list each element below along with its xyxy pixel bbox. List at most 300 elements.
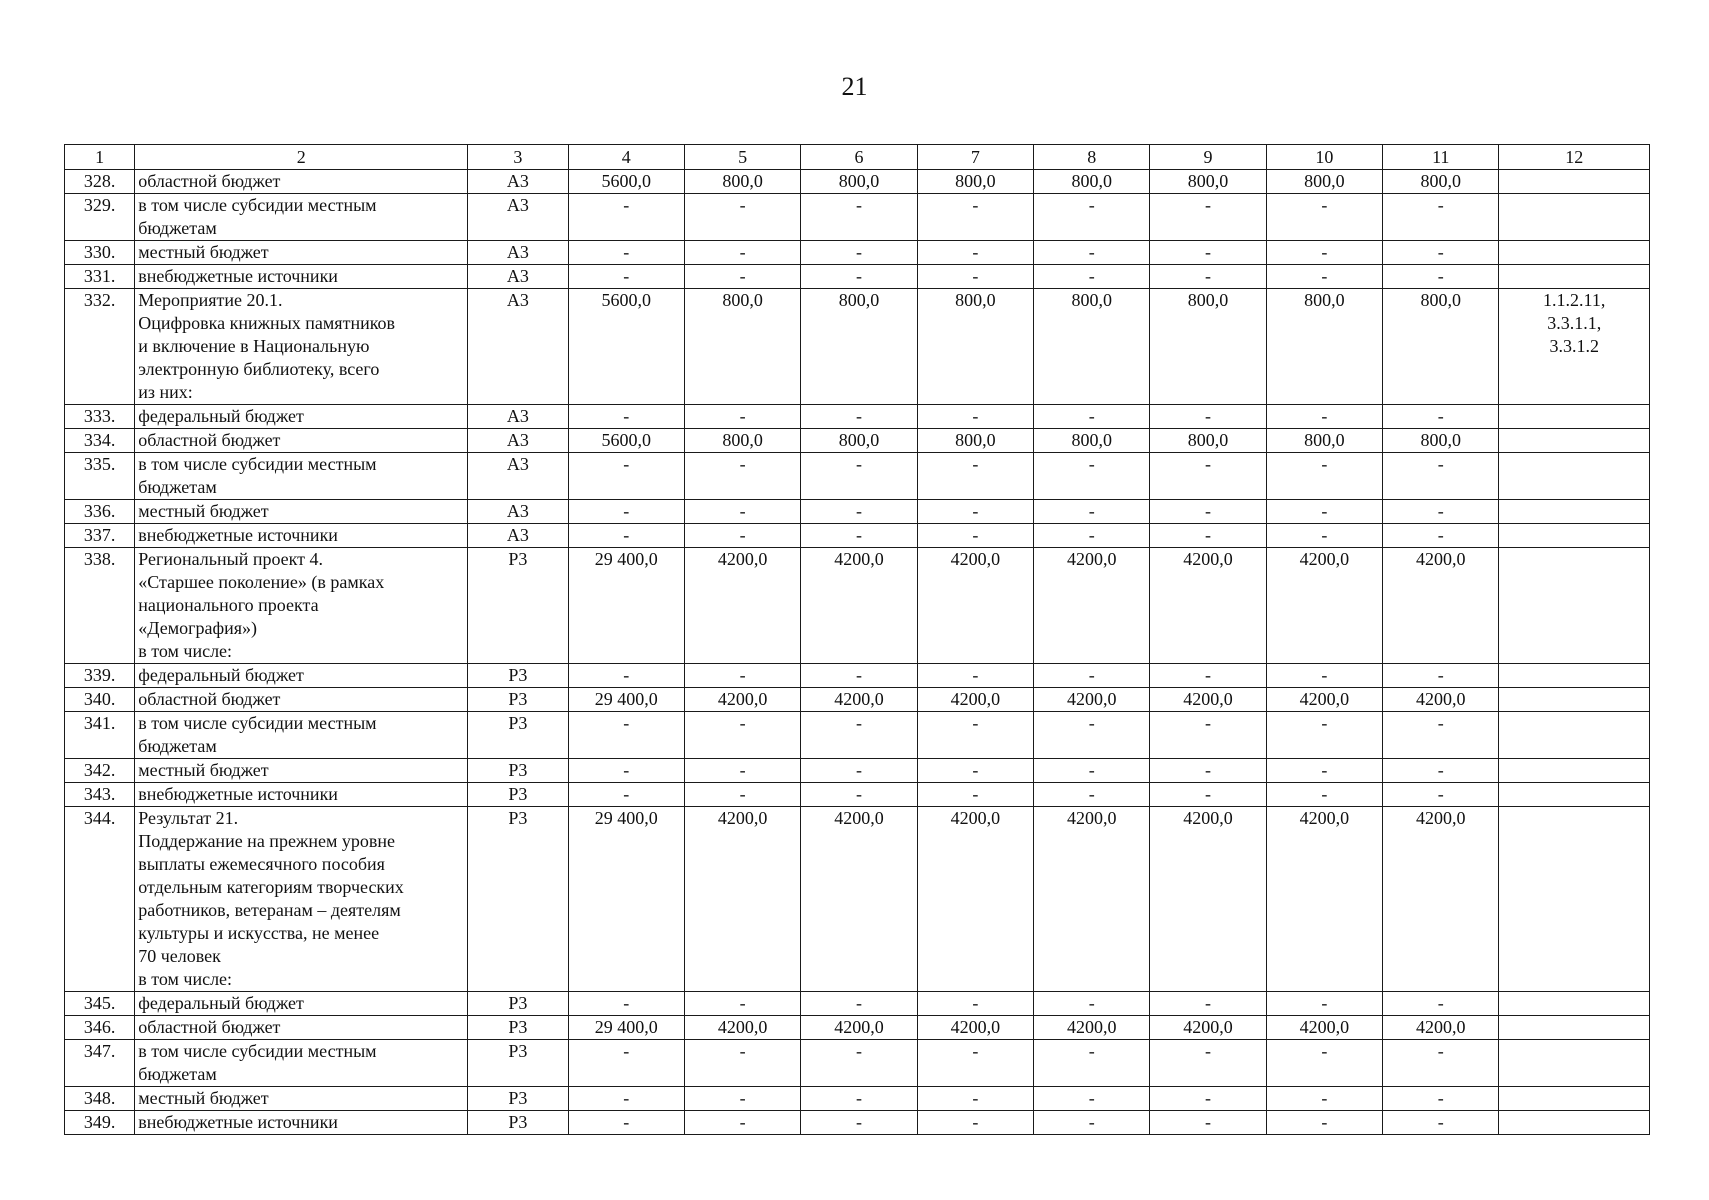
row-reference-cell	[1499, 1016, 1650, 1040]
value-cell: 800,0	[1383, 289, 1499, 405]
row-number-cell: 348.	[65, 1087, 135, 1111]
value-cell: 800,0	[801, 170, 917, 194]
value-cell: 5600,0	[568, 289, 684, 405]
value-cell: 4200,0	[801, 688, 917, 712]
row-reference-cell	[1499, 712, 1650, 759]
row-code-cell: Р3	[468, 1040, 568, 1087]
row-number-cell: 344.	[65, 807, 135, 992]
value-cell: 4200,0	[1383, 807, 1499, 992]
value-cell: -	[684, 265, 800, 289]
row-reference-cell	[1499, 664, 1650, 688]
value-cell: 4200,0	[801, 1016, 917, 1040]
row-number-cell: 346.	[65, 1016, 135, 1040]
value-cell: -	[1383, 405, 1499, 429]
value-cell: -	[1034, 405, 1150, 429]
value-cell: -	[684, 241, 800, 265]
value-cell: 4200,0	[1150, 548, 1266, 664]
row-code-cell: Р3	[468, 992, 568, 1016]
row-name-cell: местный бюджет	[135, 241, 468, 265]
row-name-cell: федеральный бюджет	[135, 992, 468, 1016]
value-cell: -	[684, 712, 800, 759]
row-name-cell: местный бюджет	[135, 1087, 468, 1111]
row-reference-cell	[1499, 241, 1650, 265]
value-cell: 800,0	[1034, 170, 1150, 194]
value-cell: -	[917, 992, 1033, 1016]
value-cell: -	[1383, 664, 1499, 688]
row-code-cell: А3	[468, 289, 568, 405]
value-cell: -	[917, 664, 1033, 688]
value-cell: -	[1034, 1111, 1150, 1135]
row-code-cell: Р3	[468, 759, 568, 783]
value-cell: 4200,0	[1150, 1016, 1266, 1040]
value-cell: -	[917, 1087, 1033, 1111]
value-cell: -	[1383, 712, 1499, 759]
row-number-cell: 343.	[65, 783, 135, 807]
row-code-cell: Р3	[468, 807, 568, 992]
row-number-cell: 331.	[65, 265, 135, 289]
value-cell: -	[1034, 783, 1150, 807]
row-name-cell: внебюджетные источники	[135, 1111, 468, 1135]
row-number-cell: 330.	[65, 241, 135, 265]
value-cell: -	[568, 1111, 684, 1135]
row-number-cell: 345.	[65, 992, 135, 1016]
value-cell: -	[917, 453, 1033, 500]
value-cell: -	[801, 453, 917, 500]
value-cell: -	[1034, 241, 1150, 265]
value-cell: -	[1266, 500, 1382, 524]
row-number-cell: 340.	[65, 688, 135, 712]
value-cell: -	[1266, 783, 1382, 807]
row-number-cell: 347.	[65, 1040, 135, 1087]
row-number-cell: 334.	[65, 429, 135, 453]
value-cell: -	[1266, 453, 1382, 500]
table-row	[65, 548, 1650, 664]
table-row	[65, 992, 1650, 1016]
value-cell: -	[801, 524, 917, 548]
row-reference-cell	[1499, 170, 1650, 194]
value-cell: -	[684, 759, 800, 783]
row-reference-cell	[1499, 1111, 1650, 1135]
row-code-cell: А3	[468, 194, 568, 241]
row-code-cell: А3	[468, 241, 568, 265]
value-cell: -	[1383, 500, 1499, 524]
column-number-row	[65, 145, 1650, 170]
table-row	[65, 194, 1650, 241]
row-code-cell: Р3	[468, 1087, 568, 1111]
value-cell: 800,0	[917, 289, 1033, 405]
value-cell: -	[917, 524, 1033, 548]
column-header: 3	[468, 145, 568, 170]
row-reference-cell	[1499, 265, 1650, 289]
value-cell: 4200,0	[917, 548, 1033, 664]
row-code-cell: А3	[468, 500, 568, 524]
row-name-cell: федеральный бюджет	[135, 405, 468, 429]
row-number-cell: 337.	[65, 524, 135, 548]
row-name-cell: внебюджетные источники	[135, 783, 468, 807]
value-cell: -	[1266, 759, 1382, 783]
column-header: 5	[684, 145, 800, 170]
value-cell: -	[684, 1087, 800, 1111]
value-cell: 29 400,0	[568, 688, 684, 712]
table-row	[65, 289, 1650, 405]
row-reference-cell	[1499, 524, 1650, 548]
value-cell: 800,0	[1150, 429, 1266, 453]
row-code-cell: Р3	[468, 548, 568, 664]
value-cell: -	[1383, 1111, 1499, 1135]
row-reference-cell	[1499, 759, 1650, 783]
row-reference-cell	[1499, 194, 1650, 241]
value-cell: 4200,0	[1150, 807, 1266, 992]
value-cell: -	[917, 759, 1033, 783]
table-row	[65, 807, 1650, 992]
value-cell: -	[1150, 405, 1266, 429]
row-name-cell: областной бюджет	[135, 688, 468, 712]
value-cell: 4200,0	[1150, 688, 1266, 712]
row-reference-cell	[1499, 807, 1650, 992]
row-name-cell: федеральный бюджет	[135, 664, 468, 688]
value-cell: -	[1034, 759, 1150, 783]
value-cell: 800,0	[684, 429, 800, 453]
row-name-cell: внебюджетные источники	[135, 265, 468, 289]
value-cell: -	[684, 1111, 800, 1135]
row-number-cell: 335.	[65, 453, 135, 500]
value-cell: -	[801, 1040, 917, 1087]
value-cell: 800,0	[684, 289, 800, 405]
value-cell: 4200,0	[917, 1016, 1033, 1040]
row-name-cell: в том числе субсидии местным бюджетам	[135, 712, 468, 759]
row-code-cell: А3	[468, 265, 568, 289]
value-cell: -	[1266, 265, 1382, 289]
row-code-cell: А3	[468, 170, 568, 194]
value-cell: 800,0	[917, 170, 1033, 194]
value-cell: -	[568, 500, 684, 524]
value-cell: 800,0	[801, 289, 917, 405]
value-cell: -	[684, 1040, 800, 1087]
row-code-cell: А3	[468, 429, 568, 453]
value-cell: -	[1150, 664, 1266, 688]
value-cell: 4200,0	[801, 807, 917, 992]
value-cell: -	[917, 712, 1033, 759]
value-cell: -	[568, 265, 684, 289]
page-number: 21	[841, 72, 868, 101]
value-cell: -	[1266, 664, 1382, 688]
column-header: 9	[1150, 145, 1266, 170]
column-header: 1	[65, 145, 135, 170]
table-row	[65, 170, 1650, 194]
table-row	[65, 1087, 1650, 1111]
table-row	[65, 1111, 1650, 1135]
value-cell: 4200,0	[801, 548, 917, 664]
table-row	[65, 688, 1650, 712]
row-reference-cell	[1499, 429, 1650, 453]
value-cell: -	[1150, 783, 1266, 807]
row-number-cell: 332.	[65, 289, 135, 405]
value-cell: 4200,0	[684, 688, 800, 712]
value-cell: -	[917, 1040, 1033, 1087]
row-code-cell: Р3	[468, 1016, 568, 1040]
row-number-cell: 338.	[65, 548, 135, 664]
value-cell: -	[684, 500, 800, 524]
row-name-cell: областной бюджет	[135, 1016, 468, 1040]
value-cell: -	[568, 1087, 684, 1111]
budget-table	[64, 144, 1650, 1135]
value-cell: -	[801, 1087, 917, 1111]
value-cell: -	[568, 241, 684, 265]
value-cell: -	[801, 194, 917, 241]
value-cell: -	[801, 992, 917, 1016]
row-reference-cell	[1499, 992, 1650, 1016]
value-cell: 800,0	[1383, 429, 1499, 453]
value-cell: -	[1383, 759, 1499, 783]
column-header: 12	[1499, 145, 1650, 170]
value-cell: 5600,0	[568, 429, 684, 453]
value-cell: -	[917, 194, 1033, 241]
value-cell: -	[1034, 524, 1150, 548]
row-code-cell: Р3	[468, 688, 568, 712]
value-cell: -	[1266, 241, 1382, 265]
value-cell: -	[1034, 453, 1150, 500]
row-name-cell: в том числе субсидии местным бюджетам	[135, 194, 468, 241]
value-cell: 4200,0	[684, 1016, 800, 1040]
table-row	[65, 429, 1650, 453]
value-cell: 4200,0	[1034, 807, 1150, 992]
row-reference-cell	[1499, 688, 1650, 712]
value-cell: -	[1266, 712, 1382, 759]
column-header: 6	[801, 145, 917, 170]
row-number-cell: 349.	[65, 1111, 135, 1135]
value-cell: -	[1034, 500, 1150, 524]
value-cell: -	[568, 405, 684, 429]
value-cell: -	[1383, 194, 1499, 241]
value-cell: -	[917, 241, 1033, 265]
value-cell: -	[684, 783, 800, 807]
row-number-cell: 333.	[65, 405, 135, 429]
value-cell: -	[801, 405, 917, 429]
value-cell: -	[568, 712, 684, 759]
value-cell: 29 400,0	[568, 807, 684, 992]
value-cell: -	[684, 524, 800, 548]
row-code-cell: Р3	[468, 712, 568, 759]
value-cell: -	[568, 194, 684, 241]
value-cell: 4200,0	[1383, 1016, 1499, 1040]
value-cell: -	[1383, 1040, 1499, 1087]
value-cell: -	[801, 241, 917, 265]
row-reference-cell	[1499, 1087, 1650, 1111]
row-code-cell: Р3	[468, 1111, 568, 1135]
value-cell: -	[1150, 1111, 1266, 1135]
value-cell: 4200,0	[1266, 1016, 1382, 1040]
table-row	[65, 664, 1650, 688]
value-cell: -	[1266, 1111, 1382, 1135]
table-row	[65, 1040, 1650, 1087]
value-cell: -	[684, 405, 800, 429]
value-cell: -	[917, 405, 1033, 429]
value-cell: -	[801, 664, 917, 688]
table-row	[65, 453, 1650, 500]
value-cell: 800,0	[1266, 170, 1382, 194]
row-number-cell: 339.	[65, 664, 135, 688]
row-number-cell: 328.	[65, 170, 135, 194]
value-cell: 800,0	[1034, 429, 1150, 453]
value-cell: 4200,0	[684, 548, 800, 664]
row-reference-cell	[1499, 783, 1650, 807]
value-cell: -	[1034, 265, 1150, 289]
row-reference-cell	[1499, 500, 1650, 524]
value-cell: 4200,0	[684, 807, 800, 992]
row-number-cell: 342.	[65, 759, 135, 783]
value-cell: -	[801, 712, 917, 759]
value-cell: -	[801, 265, 917, 289]
value-cell: -	[1383, 783, 1499, 807]
table-body	[65, 170, 1650, 1135]
value-cell: -	[801, 500, 917, 524]
column-header: 4	[568, 145, 684, 170]
row-number-cell: 336.	[65, 500, 135, 524]
value-cell: -	[568, 1040, 684, 1087]
value-cell: -	[1034, 664, 1150, 688]
value-cell: -	[1150, 712, 1266, 759]
table-row	[65, 1016, 1650, 1040]
value-cell: 29 400,0	[568, 548, 684, 664]
value-cell: -	[1150, 265, 1266, 289]
value-cell: -	[1150, 1087, 1266, 1111]
table-row	[65, 712, 1650, 759]
value-cell: 4200,0	[1034, 1016, 1150, 1040]
value-cell: -	[801, 759, 917, 783]
row-name-cell: Результат 21. Поддержание на прежнем уровне выплаты ежемесячного пособия отдельным категориям творческих работников, ветеранам – деятелям культуры и искусства, не менее 70 человек в том числе:	[135, 807, 468, 992]
value-cell: -	[1150, 759, 1266, 783]
row-name-cell: Региональный проект 4. «Старшее поколение» (в рамках национального проекта «Демография») в том числе:	[135, 548, 468, 664]
value-cell: -	[1383, 1087, 1499, 1111]
row-code-cell: А3	[468, 524, 568, 548]
table-row	[65, 759, 1650, 783]
row-code-cell: Р3	[468, 664, 568, 688]
row-name-cell: областной бюджет	[135, 429, 468, 453]
value-cell: -	[1383, 453, 1499, 500]
row-code-cell: А3	[468, 405, 568, 429]
row-reference-cell	[1499, 405, 1650, 429]
row-reference-cell	[1499, 453, 1650, 500]
value-cell: -	[1266, 524, 1382, 548]
value-cell: 800,0	[917, 429, 1033, 453]
value-cell: -	[1383, 265, 1499, 289]
value-cell: 800,0	[684, 170, 800, 194]
value-cell: 4200,0	[917, 807, 1033, 992]
column-header: 7	[917, 145, 1033, 170]
table-row	[65, 524, 1650, 548]
row-name-cell: местный бюджет	[135, 759, 468, 783]
column-header: 11	[1383, 145, 1499, 170]
row-reference-cell	[1499, 548, 1650, 664]
value-cell: -	[1150, 241, 1266, 265]
value-cell: -	[801, 1111, 917, 1135]
value-cell: -	[568, 453, 684, 500]
value-cell: -	[1383, 241, 1499, 265]
value-cell: -	[1150, 524, 1266, 548]
value-cell: -	[801, 783, 917, 807]
value-cell: -	[684, 453, 800, 500]
value-cell: -	[917, 500, 1033, 524]
value-cell: -	[568, 664, 684, 688]
value-cell: -	[1266, 1087, 1382, 1111]
value-cell: 4200,0	[1266, 688, 1382, 712]
value-cell: -	[684, 194, 800, 241]
value-cell: 800,0	[1266, 289, 1382, 405]
value-cell: 4200,0	[1383, 548, 1499, 664]
value-cell: 800,0	[1150, 289, 1266, 405]
value-cell: -	[1150, 194, 1266, 241]
value-cell: -	[1034, 992, 1150, 1016]
value-cell: 800,0	[1034, 289, 1150, 405]
row-code-cell: Р3	[468, 783, 568, 807]
value-cell: 4200,0	[1034, 548, 1150, 664]
value-cell: 4200,0	[1383, 688, 1499, 712]
table-row	[65, 241, 1650, 265]
value-cell: -	[1150, 453, 1266, 500]
row-name-cell: областной бюджет	[135, 170, 468, 194]
value-cell: -	[917, 1111, 1033, 1135]
row-name-cell: внебюджетные источники	[135, 524, 468, 548]
value-cell: -	[1034, 194, 1150, 241]
row-number-cell: 329.	[65, 194, 135, 241]
row-name-cell: в том числе субсидии местным бюджетам	[135, 453, 468, 500]
value-cell: -	[917, 265, 1033, 289]
value-cell: -	[1383, 524, 1499, 548]
value-cell: -	[684, 664, 800, 688]
value-cell: -	[568, 524, 684, 548]
value-cell: -	[684, 992, 800, 1016]
value-cell: 4200,0	[1266, 548, 1382, 664]
value-cell: 4200,0	[1034, 688, 1150, 712]
row-reference-cell: 1.1.2.11, 3.3.1.1, 3.3.1.2	[1499, 289, 1650, 405]
column-header: 2	[135, 145, 468, 170]
value-cell: -	[1150, 500, 1266, 524]
value-cell: -	[1034, 1040, 1150, 1087]
value-cell: 4200,0	[1266, 807, 1382, 992]
value-cell: -	[1266, 1040, 1382, 1087]
row-code-cell: А3	[468, 453, 568, 500]
value-cell: 800,0	[801, 429, 917, 453]
value-cell: -	[1150, 992, 1266, 1016]
value-cell: 5600,0	[568, 170, 684, 194]
row-name-cell: Мероприятие 20.1. Оцифровка книжных памятников и включение в Национальную электронную библиотеку, всего из них:	[135, 289, 468, 405]
value-cell: -	[1266, 992, 1382, 1016]
value-cell: 800,0	[1266, 429, 1382, 453]
value-cell: -	[1383, 992, 1499, 1016]
value-cell: 4200,0	[917, 688, 1033, 712]
value-cell: 29 400,0	[568, 1016, 684, 1040]
value-cell: -	[1266, 405, 1382, 429]
value-cell: 800,0	[1383, 170, 1499, 194]
value-cell: -	[917, 783, 1033, 807]
table-row	[65, 265, 1650, 289]
value-cell: -	[1034, 712, 1150, 759]
table-row	[65, 405, 1650, 429]
value-cell: -	[568, 759, 684, 783]
row-number-cell: 341.	[65, 712, 135, 759]
column-header: 8	[1034, 145, 1150, 170]
value-cell: 800,0	[1150, 170, 1266, 194]
value-cell: -	[568, 992, 684, 1016]
table-row	[65, 783, 1650, 807]
value-cell: -	[1034, 1087, 1150, 1111]
value-cell: -	[1266, 194, 1382, 241]
row-name-cell: в том числе субсидии местным бюджетам	[135, 1040, 468, 1087]
row-name-cell: местный бюджет	[135, 500, 468, 524]
value-cell: -	[1150, 1040, 1266, 1087]
row-reference-cell	[1499, 1040, 1650, 1087]
table-row	[65, 500, 1650, 524]
